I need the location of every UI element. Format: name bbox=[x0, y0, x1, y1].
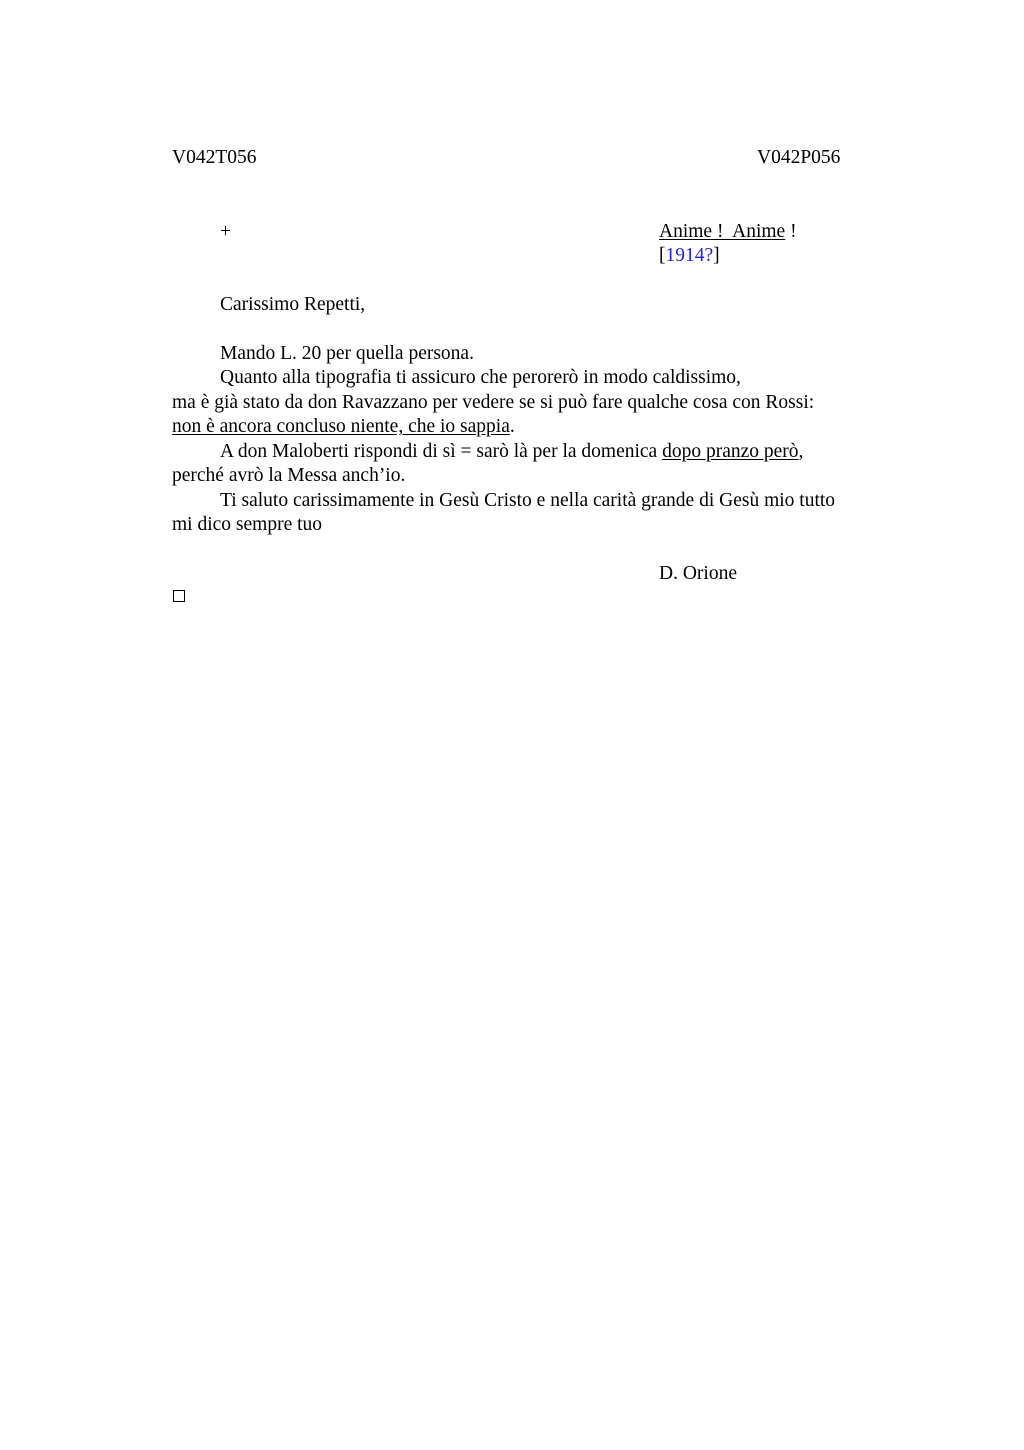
date-bracket-close: ] bbox=[713, 245, 720, 266]
salutation: Carissimo Repetti, bbox=[220, 294, 366, 315]
date-bracket-open: [ bbox=[659, 245, 666, 266]
body-line-6: perché avrò la Messa anch’io. bbox=[172, 465, 406, 486]
body-line-5-text: A don Maloberti rispondi di sì = sarò là per la domenica bbox=[220, 441, 663, 462]
body-line-4-underlined: non è ancora concluso niente, che io sappia bbox=[172, 416, 510, 437]
cross-mark: + bbox=[220, 221, 231, 242]
motto-underlined: Anime ! Anime bbox=[659, 221, 786, 242]
body-line-2: Quanto alla tipografia ti assicuro che perorerò in modo caldissimo, bbox=[220, 367, 741, 388]
body-line-5-underlined: dopo pranzo però bbox=[662, 441, 799, 462]
body-line-5 bbox=[220, 440, 803, 464]
motto bbox=[659, 220, 797, 244]
body-line-1: Mando L. 20 per quella persona. bbox=[220, 343, 474, 364]
header-right-code: V042P056 bbox=[757, 147, 841, 168]
date-line bbox=[659, 244, 720, 268]
body-line-8: mi dico sempre tuo bbox=[172, 514, 323, 535]
body-line-5-tail: , bbox=[798, 441, 804, 462]
date-value: 1914? bbox=[665, 245, 714, 266]
motto-tail: ! bbox=[785, 221, 797, 242]
body-line-7: Ti saluto carissimamente in Gesù Cristo e nella carità grande di Gesù mio tutto bbox=[220, 490, 836, 511]
header-left-code: V042T056 bbox=[172, 147, 257, 168]
body-line-4-tail: . bbox=[509, 416, 515, 437]
end-box-icon bbox=[173, 590, 185, 602]
signature: D. Orione bbox=[659, 563, 737, 584]
body-line-4 bbox=[172, 415, 515, 439]
body-line-3: ma è già stato da don Ravazzano per vedere se si può fare qualche cosa con Rossi: bbox=[172, 392, 815, 413]
